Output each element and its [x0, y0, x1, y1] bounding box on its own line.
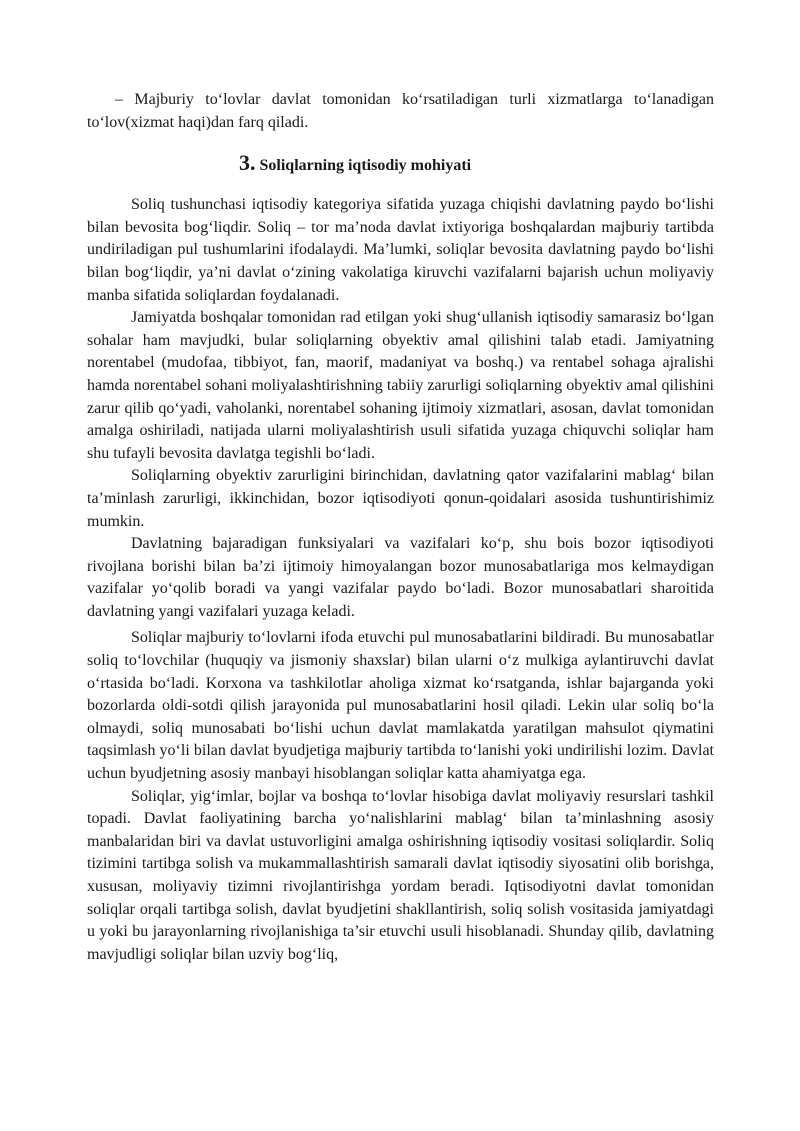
- section-title: Soliqlarning iqtisodiy mohiyati: [259, 157, 472, 175]
- section-heading: [87, 148, 714, 181]
- paragraph-5: Soliqlar majburiy to‘lovlarni ifoda etuvchi pul munosabatlarini bildiradi. Bu munosabatlar soliq to‘lovchilar (huquqiy va jismoniy shaxslar) bilan ularni o‘z mulkiga aylantiruvchi davlat o‘rtasida bo‘ladi. Korxona va tashkilotlar aholiga xizmat ko‘rsatganda, ishlar bajarganda yoki bozorlarda oldi-sotdi qilish jarayonida pul munosabatlarini hosil qiladi. Lekin ular soliq bo‘la olmaydi, soliq munosabati bo‘lishi uchun davlat mamlakatda yaratilgan mahsulot qiymatini taqsimlash yo‘li bilan davlat byudjetiga majburiy tartibda to‘lanishi yoki undirilishi lozim. Davlat uchun byudjetning asosiy manbayi hisoblangan soliqlar katta ahamiyatga ega.: [87, 629, 714, 783]
- paragraph-3: Soliqlarning obyektiv zarurligini birinchidan, davlatning qator vazifalarini mablag‘ bilan ta’minlash zarurligi, ikkinchidan, bozor iqtisodiyoti qonun-qoidalari asosida tushuntirishimiz mumkin.: [87, 467, 714, 530]
- paragraph-6: Soliqlar, yig‘imlar, bojlar va boshqa to‘lovlar hisobiga davlat moliyaviy resurslari tashkil topadi. Davlat faoliyatining barcha yo‘nalishlarini mablag‘ bilan ta’minlashning asosiy manbalaridan biri va davlat ustuvorligini amalga oshirishning iqtisodiy vositasi soliqlardir. Soliq tizimini tartibga solish va mukammallashtirish samarali davlat iqtisodiy siyosatini olib borishga, xususan, moliyaviy tizimni rivojlantirishga yordam beradi. Iqtisodiyotni davlat tomonidan soliqlar orqali tartibga solish, davlat byudjetini shakllantirish, soliq solish vositasida jamiyatdagi u yoki bu jarayonlarning rivojlanishiga ta’sir etuvchi usuli hisoblanadi. Shunday qilib, davlatning mavjudligi soliqlar bilan uzviy bog‘liq,: [87, 787, 714, 963]
- section-number: 3.: [239, 150, 256, 176]
- intro-dash-paragraph: – Majburiy to‘lovlar davlat tomonidan ko‘rsatiladigan turli xizmatlarga to‘lanadigan to‘lov(xizmat haqi)dan farq qiladi.: [87, 91, 714, 131]
- document-page: [87, 89, 714, 966]
- paragraph-4: Davlatning bajaradigan funksiyalari va vazifalari ko‘p, shu bois bozor iqtisodiyoti rivojlana borishi bilan ba’zi ijtimoiy himoyalangan bozor munosabatlariga mos kelmaydigan vazifalar yo‘qolib boradi va yangi vazifalar paydo bo‘ladi. Bozor munosabatlari sharoitida davlatning yangi vazifalari yuzaga keladi.: [87, 535, 714, 620]
- paragraph-2: Jamiyatda boshqalar tomonidan rad etilgan yoki shug‘ullanish iqtisodiy samarasiz bo‘lgan sohalar ham mavjudki, bular soliqlarning obyektiv amal qilishini talab etadi. Jamiyatning norentabel (mudofaa, tibbiyot, fan, maorif, madaniyat va boshq.) va rentabel sohaga ajralishi hamda norentabel sohani moliyalashtirishning tabiiy zarurligi soliqlarning obyektiv amal qilishini zarur qilib qo‘yadi, vaholanki, norentabel sohaning ijtimoiy xizmatlari, asosan, davlat tomonidan amalga oshiriladi, natijada ularni moliyalashtirish usuli sifatida yuzaga chiquvchi soliqlar ham shu tufayli bevosita davlatga tegishli bo‘ladi.: [87, 309, 714, 462]
- paragraph-1: Soliq tushunchasi iqtisodiy kategoriya sifatida yuzaga chiqishi davlatning paydo bo‘lishi bilan bevosita bog‘liqdir. Soliq – tor ma’noda davlat ixtiyoriga boshqalardan majburiy tartibda undiriladigan pul tushumlarini ifodalaydi. Ma’lumki, soliqlar bevosita davlatning paydo bo‘lishi bilan bog‘liqdir, ya’ni davlat o‘zining vakolatiga kiruvchi vazifalarni bajarish uchun moliyaviy manba sifatida soliqlardan foydalanadi.: [87, 196, 714, 304]
